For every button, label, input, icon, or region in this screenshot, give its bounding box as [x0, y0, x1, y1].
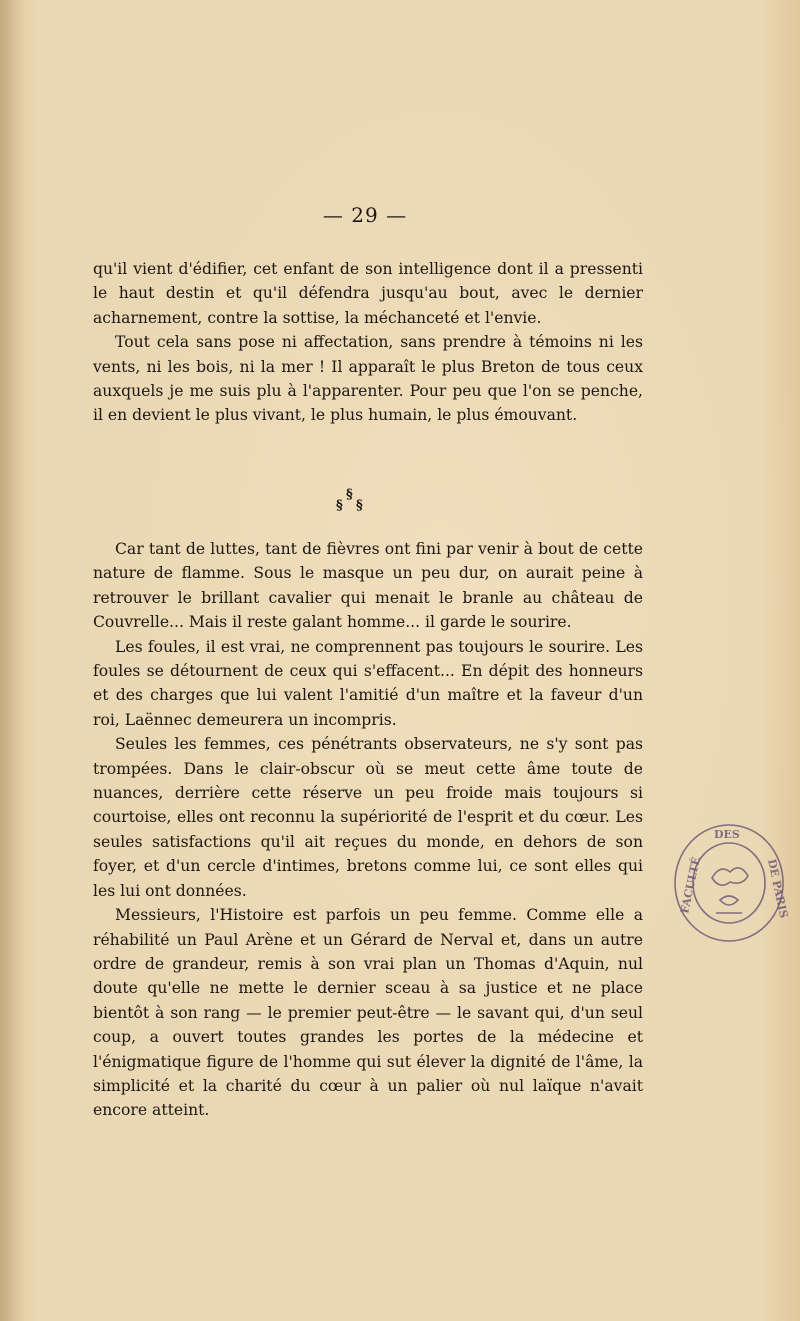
section-separator [336, 487, 396, 521]
separator-mark: § [356, 498, 363, 513]
paragraph: Tout cela sans pose ni affectation, sans prendre à témoins ni les vents, ni les bois, ni la mer ! Il apparaît le plus Breton de tous ceux auxquels je me suis plu à l'apparenter. Pour peu que l'on se penche, il en devient le plus vivant, le plus humain, le plus émouvant. [93, 333, 643, 425]
text-after-separator [93, 537, 643, 1123]
separator-mark: § [336, 498, 343, 513]
paragraph: Les foules, il est vrai, ne comprennent pas toujours le sourire. Les foules se détournent de ceux qui s'effacent... En dépit des honneurs et des charges que lui valent l'amitié d'un maître et la faveur d'un roi, Laënnec demeurera un incompris. [93, 637, 643, 729]
paragraph: Car tant de luttes, tant de fièvres ont fini par venir à bout de cette nature de flamme. Sous le masque un peu dur, on aurait peine à retrouver le brillant cavalier qui menait le branle au château de Couvrelle... Mais il reste galant homme... il garde le sourire. [93, 540, 643, 632]
page-number: — 29 — [322, 203, 408, 227]
paragraph: qu'il vient d'édifier, cet enfant de son intelligence dont il a pressenti le haut destin et qu'il défendra jusqu'au bout, avec le dernier acharnement, contre la sottise, la méchanceté et l'envie. [93, 260, 643, 327]
library-stamp-icon [668, 818, 790, 948]
stamp-left-text: FACULTÉ [678, 855, 703, 915]
separator-mark: § [346, 487, 353, 502]
stamp-right-text: DE PARIS [765, 857, 790, 920]
stamp-top-text: DES [714, 828, 740, 841]
paragraph: Messieurs, l'Histoire est parfois un peu femme. Comme elle a réhabilité un Paul Arène et un Gérard de Nerval et, dans un autre ordre de grandeur, remis à son vrai plan un Thomas d'Aquin, nul doute qu'elle ne mette le dernier sceau à sa justice et ne place bientôt à son rang — le premier peut-être — le savant qui, d'un seul coup, a ouvert toutes grandes les portes de la médecine et l'énigmatique figure de l'homme qui sut élever la dignité de l'âme, la simplicité et la charité du cœur à un palier où nul laïque n'avait encore atteint. [93, 906, 643, 1120]
binding-shadow [0, 0, 26, 1321]
paragraph: Seules les femmes, ces pénétrants observateurs, ne s'y sont pas trompées. Dans le clair-obscur où se meut cette âme toute de nuances, derrière cette réserve un peu froide mais toujours si courtoise, elles ont reconnu la supériorité de l'esprit et du cœur. Les seules satisfactions qu'il ait reçues du monde, en dehors de son foyer, et d'un cercle d'intimes, bretons comme lui, ce sont elles qui les lui ont données. [93, 735, 643, 900]
text-before-separator [93, 257, 643, 428]
